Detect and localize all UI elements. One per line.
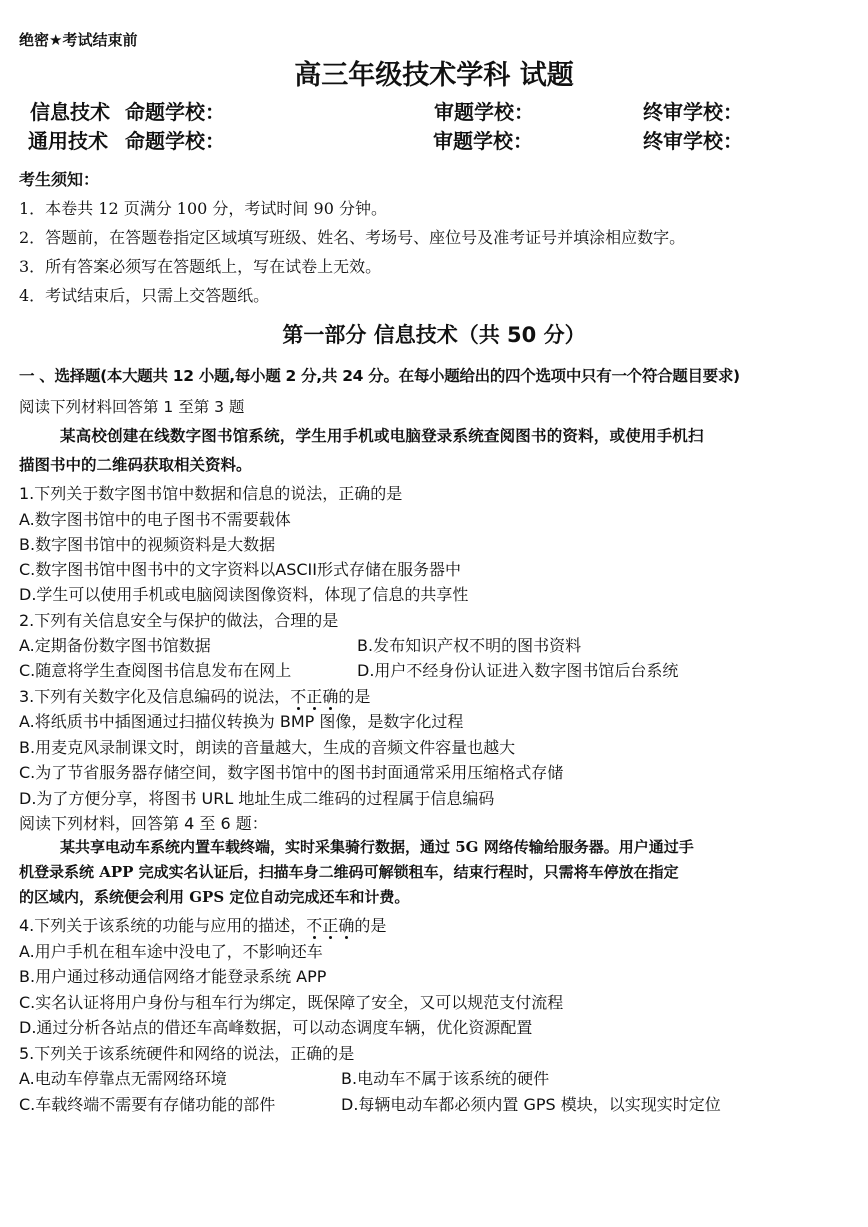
emphasis-char: 正 bbox=[306, 687, 323, 706]
notice-item: 1．本卷共 12 页满分 100 分，考试时间 90 分钟。 bbox=[19, 199, 387, 218]
notice-item: 3．所有答案必须写在答题纸上，写在试卷上无效。 bbox=[19, 257, 382, 276]
question-3-option-c: C.为了节省服务器存储空间，数字图书馆中的图书封面通常采用压缩格式存储 bbox=[19, 763, 564, 782]
reviewer-label-general: 审题学校： bbox=[433, 129, 533, 153]
question-1-option-d: D.学生可以使用手机或电脑阅读图像资料，体现了信息的共享性 bbox=[19, 585, 469, 604]
question-3-stem-pre: 3.下列有关数字化及信息编码的说法， bbox=[19, 687, 291, 706]
page-title: 高三年级技术学科 试题 bbox=[294, 60, 574, 91]
emphasis-char: 正 bbox=[322, 916, 339, 935]
question-4-stem-pre: 4.下列关于该系统的功能与应用的描述， bbox=[19, 916, 307, 935]
emphasis-char: 不 bbox=[306, 916, 323, 935]
subject-info-tech: 信息技术 bbox=[30, 100, 110, 124]
question-4-option-b: B.用户通过移动通信网络才能登录系统 APP bbox=[19, 967, 327, 986]
reading-instruction-2: 阅读下列材料，回答第 4 至 6 题： bbox=[19, 814, 268, 833]
question-3-option-a: A.将纸质书中插图通过扫描仪转换为 BMP 图像，是数字化过程 bbox=[19, 712, 464, 731]
subject-general-tech: 通用技术 bbox=[28, 129, 108, 153]
question-1-option-b: B.数字图书馆中的视频资料是大数据 bbox=[19, 535, 276, 554]
question-2-option-b: B.发布知识产权不明的图书资料 bbox=[357, 636, 582, 655]
question-5-option-c: C.车载终端不需要有存储功能的部件 bbox=[19, 1095, 276, 1114]
question-4-option-a: A.用户手机在租车途中没电了，不影响还车 bbox=[19, 942, 323, 961]
question-3-stem bbox=[19, 684, 370, 707]
question-1-option-c: C.数字图书馆中图书中的文字资料以ASCII形式存储在服务器中 bbox=[19, 560, 461, 579]
material-2-line: 某共享电动车系统内置车载终端，实时采集骑行数据，通过 5G 网络传输给服务器。用户通过手 bbox=[60, 838, 694, 856]
question-2-option-d: D.用户不经身份认证进入数字图书馆后台系统 bbox=[357, 661, 679, 680]
final-label-general: 终审学校： bbox=[643, 129, 743, 153]
question-5-option-d: D.每辆电动车都必须内置 GPS 模块，以实现实时定位 bbox=[341, 1095, 721, 1114]
material-1-line: 某高校创建在线数字图书馆系统，学生用手机或电脑登录系统查阅图书的资料，或使用手机扫 bbox=[60, 426, 704, 445]
question-4-stem bbox=[19, 913, 386, 936]
confidential-mark: 绝密★考试结束前 bbox=[19, 31, 138, 49]
material-1-line: 描图书中的二维码获取相关资料。 bbox=[19, 455, 252, 474]
emphasis-char: 确 bbox=[338, 916, 355, 935]
question-3-option-b: B.用麦克风录制课文时，朗读的音量越大，生成的音频文件容量也越大 bbox=[19, 738, 516, 757]
question-4-option-c: C.实名认证将用户身份与租车行为绑定，既保障了安全，又可以规范支付流程 bbox=[19, 993, 564, 1012]
question-5-option-b: B.电动车不属于该系统的硬件 bbox=[341, 1069, 550, 1088]
question-4-option-d: D.通过分析各站点的借还车高峰数据，可以动态调度车辆，优化资源配置 bbox=[19, 1018, 533, 1037]
material-2-line: 机登录系统 APP 完成实名认证后，扫描车身二维码可解锁租车，结束行程时，只需将车停放在指定 bbox=[19, 863, 679, 881]
emphasis-not-correct bbox=[290, 687, 338, 706]
question-1-option-a: A.数字图书馆中的电子图书不需要载体 bbox=[19, 510, 291, 529]
final-label-info: 终审学校： bbox=[643, 100, 743, 124]
part-title: 第一部分 信息技术（共 50 分） bbox=[282, 323, 586, 347]
question-5-stem: 5.下列关于该系统硬件和网络的说法，正确的是 bbox=[19, 1044, 355, 1063]
question-3-option-d: D.为了方便分享，将图书 URL 地址生成二维码的过程属于信息编码 bbox=[19, 789, 495, 808]
question-2-option-c: C.随意将学生查阅图书信息发布在网上 bbox=[19, 661, 292, 680]
proposer-label-info: 命题学校： bbox=[125, 100, 225, 124]
notice-item: 4．考试结束后，只需上交答题纸。 bbox=[19, 286, 270, 305]
question-3-stem-post: 的是 bbox=[338, 687, 371, 706]
question-2-stem: 2.下列有关信息安全与保护的做法，合理的是 bbox=[19, 611, 339, 630]
reading-instruction-1: 阅读下列材料回答第 1 至第 3 题 bbox=[19, 398, 245, 416]
question-5-option-a: A.电动车停靠点无需网络环境 bbox=[19, 1069, 227, 1088]
question-2-option-a: A.定期备份数字图书馆数据 bbox=[19, 636, 211, 655]
question-4-stem-post: 的是 bbox=[354, 916, 387, 935]
notice-item: 2．答题前，在答题卷指定区域填写班级、姓名、考场号、座位号及准考证号并填涂相应数字。 bbox=[19, 228, 686, 247]
section-heading: 一 、选择题(本大题共 12 小题,每小题 2 分,共 24 分。在每小题给出的四个选项中只有一个符合题目要求) bbox=[19, 367, 740, 385]
emphasis-char: 不 bbox=[290, 687, 307, 706]
question-1-stem: 1.下列关于数字图书馆中数据和信息的说法，正确的是 bbox=[19, 484, 403, 503]
proposer-label-general: 命题学校： bbox=[125, 129, 225, 153]
material-2-line: 的区域内，系统便会利用 GPS 定位自动完成还车和计费。 bbox=[19, 888, 410, 906]
reviewer-label-info: 审题学校： bbox=[434, 100, 534, 124]
emphasis-not-correct bbox=[306, 916, 354, 935]
notice-heading: 考生须知： bbox=[19, 170, 100, 189]
emphasis-char: 确 bbox=[322, 687, 339, 706]
